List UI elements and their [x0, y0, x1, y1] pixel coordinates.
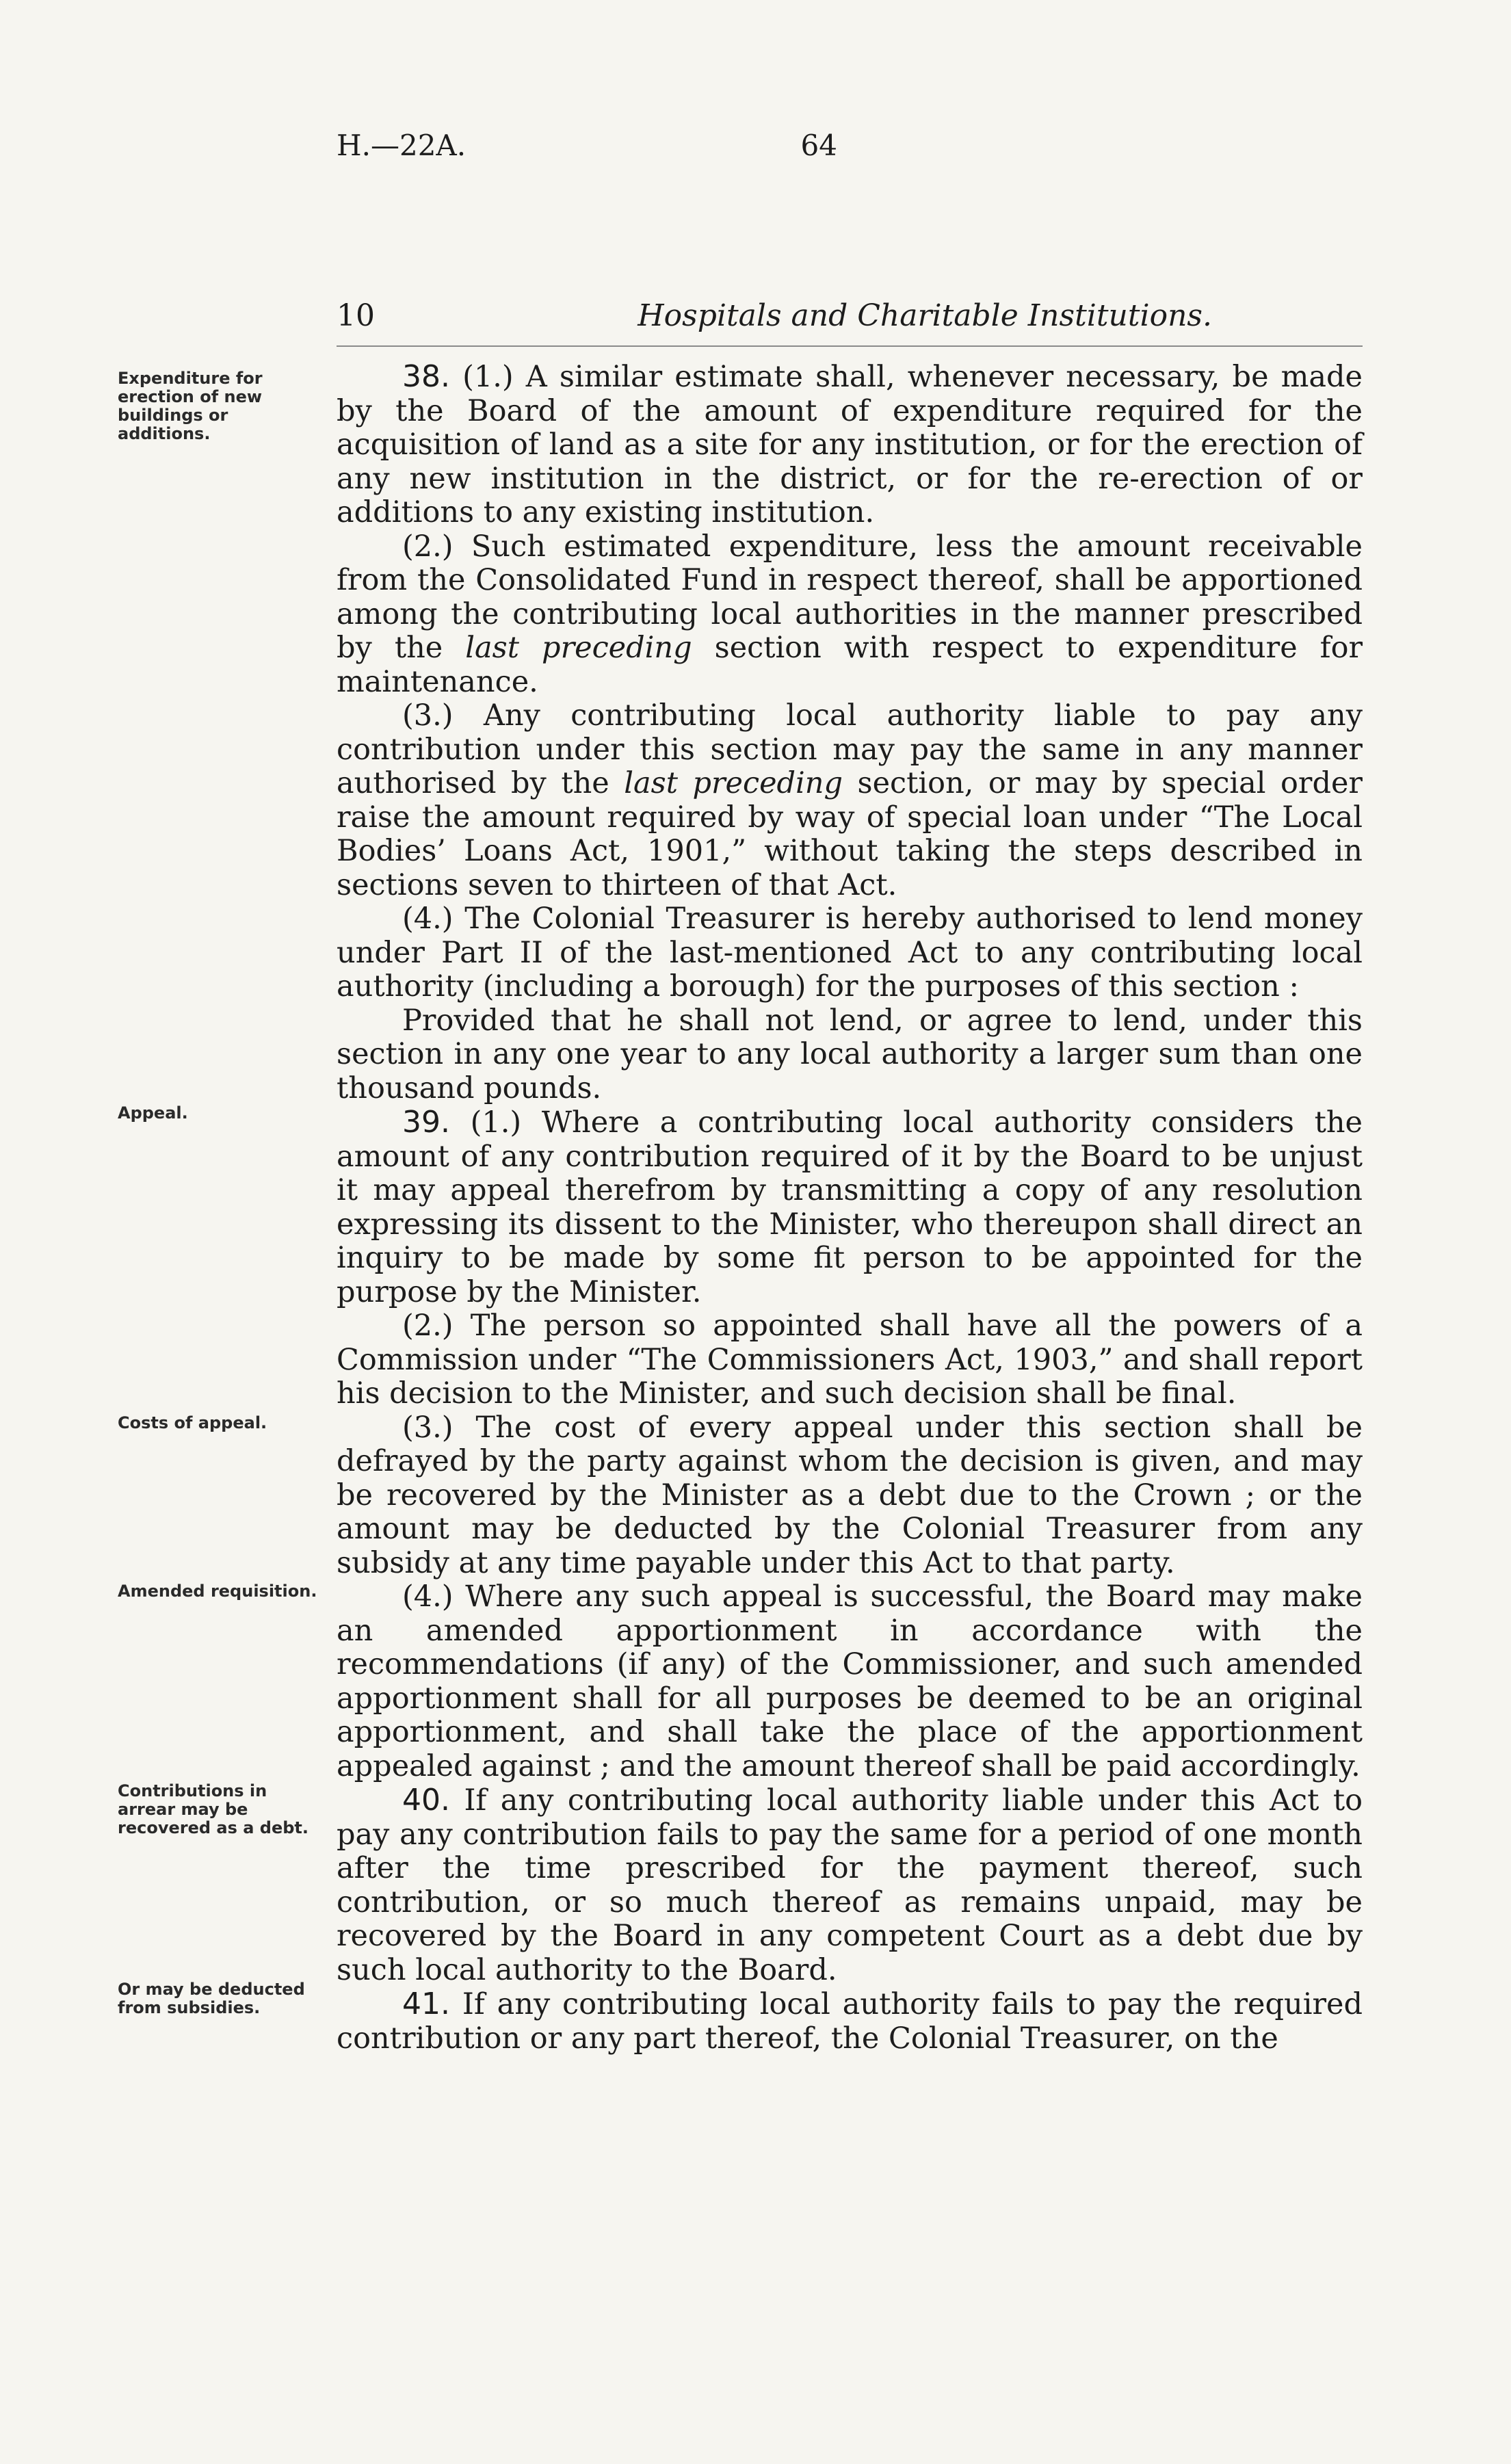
paragraph-text: (2.) Such estimated expenditure, less the amount receivable from the Consolidated Fund in respect thereof, shall be apportioned among the contributing local authorities in the manner prescribed by the — [337, 529, 1363, 665]
act-title: Hospitals and Charitable Institutions. — [638, 298, 1212, 333]
paragraph-40 — [337, 1783, 1363, 1987]
paragraph-38-3 — [337, 699, 1363, 902]
paragraph-38-1 — [337, 360, 1363, 530]
paragraph-39-2: (2.) The person so appointed shall have all the powers of a Commission under “The Commissioners Act, 1903,” and shall report his decision to the Minister, and such decision shall be final. — [337, 1309, 1363, 1411]
margin-note-contributions-in-arrear: Contributions in arrear may be recovered as a debt. — [118, 1781, 309, 1837]
margin-note-amended-requisition: Amended requisition. — [118, 1582, 317, 1601]
section-number-39: 39. — [402, 1105, 450, 1140]
margin-note-deducted-from-subsidies: Or may be deducted from subsidies. — [118, 1980, 305, 2017]
margin-note-costs-of-appeal: Costs of appeal. — [118, 1413, 267, 1432]
paragraph-text: (1.) A similar estimate shall, whenever necessary, be made by the Board of the amount of expenditure required for the acquisition of land as a site for any institution, or for the erection of any new institution in the district, or for the re-erection of or additions to any existing institution. — [337, 360, 1363, 529]
paragraph-41 — [337, 1987, 1363, 2056]
paragraph-text: section with respect to expenditure for maintenance. — [337, 631, 1363, 699]
document-reference: H.—22A. — [337, 129, 467, 162]
section-number-38: 38. — [402, 359, 450, 394]
paragraph-39-4: (4.) Where any such appeal is successful, the Board may make an amended apportionment in accordance with the recommendations (if any) of the Commissioner, and such amended apportionment shall for all purposes be deemed to be an original apportionment, and shall take the place of the apportionment appealed against ; and the amount thereof shall be paid accordingly. — [337, 1580, 1363, 1783]
italic-text: last preceding — [624, 766, 843, 800]
paragraph-text: section, or may by special order raise the amount required by way of special loan under “The Local Bodies’ Loans Act, 1901,” without taking the steps described in sections seven to thirteen of that Act. — [337, 766, 1363, 902]
inner-page-number: 10 — [337, 298, 375, 333]
running-header — [337, 129, 837, 162]
paragraph-text: (3.) Any contributing local authority liable to pay any contribution under this section may pay the same in any manner authorised by the — [337, 698, 1363, 800]
paragraph-text: If any contributing local authority liable under this Act to pay any contribution fails to pay the same for a period of one month after the time prescribed for the payment thereof, such contribution, or so much thereof as remains unpaid, may be recovered by the Board in any competent Court as a debt due by such local authority to the Board. — [337, 1783, 1363, 1987]
paragraph-text: If any contributing local authority fails to pay the required contribution or any part thereof, the Colonial Treasurer, on the — [337, 1987, 1363, 2056]
body-text — [337, 360, 1363, 2056]
paragraph-38-proviso: Provided that he shall not lend, or agree to lend, under this section in any one year to any local authority a larger sum than one thousand pounds. — [337, 1003, 1363, 1105]
paragraph-39-1 — [337, 1105, 1363, 1309]
page-number: 64 — [800, 129, 837, 162]
margin-note-appeal: Appeal. — [118, 1103, 188, 1123]
paragraph-39-3: (3.) The cost of every appeal under this section shall be defrayed by the party against whom the decision is given, and may be recovered by the Minister as a debt due to the Crown ; or the amount may be deducted by the Colonial Treasurer from any subsidy at any time payable under this Act to that party. — [337, 1410, 1363, 1580]
paragraph-38-4: (4.) The Colonial Treasurer is hereby authorised to lend money under Part II of the last-mentioned Act to any contributing local authority (including a borough) for the purposes of this section : — [337, 902, 1363, 1004]
paragraph-38-2 — [337, 530, 1363, 700]
italic-text: last preceding — [465, 631, 692, 665]
margin-note-expenditure: Expenditure for erection of new buildings or additions. — [118, 369, 263, 443]
section-number-40: 40. — [402, 1783, 450, 1818]
section-number-41: 41. — [402, 1987, 450, 2021]
section-header — [337, 298, 1363, 347]
paragraph-text: (1.) Where a contributing local authority considers the amount of any contribution required of it by the Board to be unjust it may appeal therefrom by transmitting a copy of any resolution expressing its dissent to the Minister, who thereupon shall direct an inquiry to be made by some fit person to be appointed for the purpose by the Minister. — [337, 1105, 1363, 1309]
